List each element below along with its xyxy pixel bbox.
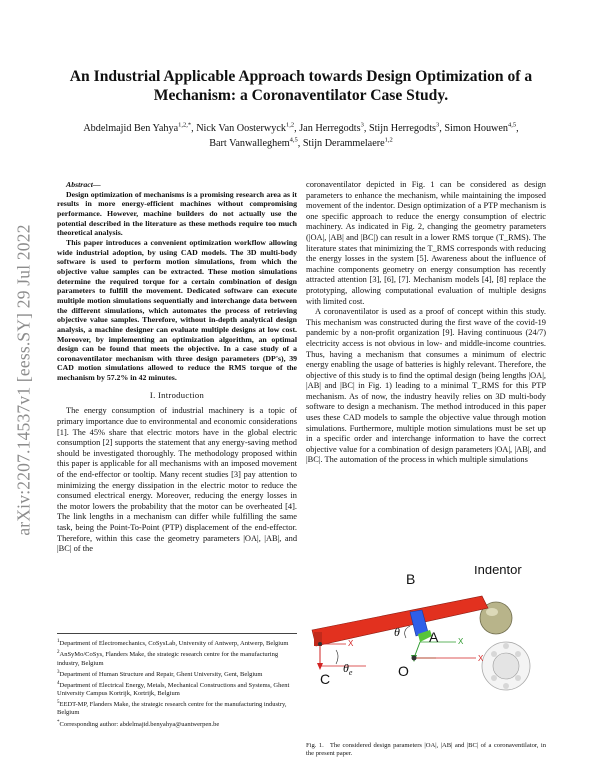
indentor-highlight — [486, 608, 498, 616]
label-x-o2: X — [478, 654, 484, 663]
paper-title: An Industrial Applicable Approach towards Design Optimization of a Mechanism: a Coronaventilator Case Study. — [69, 68, 533, 104]
footnote: *Corresponding author: abdelmajid.benyahya@uantwerpen.be — [57, 719, 220, 728]
mechanism-diagram — [306, 566, 546, 736]
footnotes — [57, 633, 297, 730]
author-name: Bart Vanwalleghem — [209, 138, 290, 149]
body-paragraph: coronaventilator depicted in Fig. 1 can be considered as design parameters to enhance the mechanism, while maintaining the imposed movement of the indentor. Design optimization of a PTP mechanism is one specific approach to reduce the energy consumption of electric machinery. As indicated in Fig. 2, changing the geometry parameters (|OA|, |AB| and |BC|) can result in a lower RMS torque (T_RMS). The literature states that minimizing the T_RMS corresponds with reducing the energy losses in the system [5]. Awareness about the influence of machine components geometry on energy consumption has recently attracted attention [3], [6], [7]. Mechanism models [4], [8] replace the prototyping, allowing computational evaluation of multiple designs with limited cost. — [306, 180, 546, 306]
author-name: Jan Herregodts — [299, 123, 361, 134]
footnote: $^2$AnSyMo/CoSys, Flanders Make, the strategic research centre for the manufacturing industry, Belgium — [57, 650, 279, 667]
label-theta: θ — [394, 625, 400, 639]
arxiv-id: arXiv:2207.14537v1 [eess.SY] 29 Jul 2022 — [13, 224, 34, 536]
right-column — [306, 180, 546, 466]
pulley-hub — [493, 653, 519, 679]
label-x-c: X — [348, 639, 354, 648]
author-name: Stijn Derammelaere — [302, 138, 385, 149]
abstract — [57, 180, 297, 383]
abstract-paragraph: This paper introduces a convenient optimization workflow allowing wide industrial adoption, by using CAD models. The 3D multi-body software is used to perform motion simulations, from which the objective value samples can be extracted. These motion simulations determine the required torque for a certain combination of design parameters to fulfill the movement. Dedicated software can execute multiple motion simulations sequentially and interchange data between the different simulations, which automates the process of retrieving objective value samples. Therefore, without in-depth analytical design analysis, a machine designer can evaluate multiple designs at low cost. Moreover, by implementing an optimization algorithm, an optimal design can be found that meets the objective. In a case study of a coronaventilator mechanism with three design parameters (DP's), 39 CAD motion simulations allowed to reduce the RMS torque of the mechanism by 57.2% in 42 minutes. — [57, 237, 297, 383]
figure-mechanism — [306, 566, 546, 736]
label-o: O — [398, 663, 409, 679]
label-indentor: Indentor — [474, 566, 522, 577]
author-affiliation: 1,2 — [285, 121, 295, 129]
caption-label: Fig. 1. — [306, 742, 324, 749]
label-b: B — [406, 571, 416, 587]
left-column — [57, 180, 297, 555]
label-x-o: X — [458, 637, 464, 646]
figure-caption — [306, 742, 546, 758]
footnote: $^5$EEDT-MP, Flanders Make, the strategic research centre for the manufacturing industry, Belgium — [57, 700, 287, 717]
body-paragraph: A coronaventilator is used as a proof of concept within this study. This mechanism was constructed during the first wave of the covid-19 pandemic by a non-profit organization [9]. Having continuous (24/7) electricity access is not obvious in low- and middle-income countries. Thus, having a mechanism that consumes a minimum of electric energy enabling the usage of batteries is highly relevant. Therefore, the objective of this study is to find the optimal design (being lengths |OA|, |AB| and |BC| in Fig. 1) leading to a minimal T_RMS for this PTP mechanism. As of now, the industry heavily relies on 3D multi-body software to design a mechanism. The method introduced in this paper uses these CAD models to sample the objective value through motion simulations. Furthermore, multiple motion simulations must be set up in a specific order and interchange information to have the correct objective value for a combination of design parameters |OA|, |AB|, and |BC|. The automation of the process in which multiple simulations — [306, 307, 546, 465]
author-affiliation: 1,2 — [384, 136, 393, 144]
footnote: $^3$Department of Human Structure and Repair, Ghent University, Gent, Belgium — [57, 669, 263, 678]
abstract-label: Abstract— — [66, 180, 101, 189]
abstract-paragraph: Design optimization of mechanisms is a promising research area as it results in more energy-efficient machines without compromising performance. However, machine builders do not actually use the potential described in the literature as these methods require too much theoretical analysis. — [57, 189, 297, 238]
section-heading: I. Introduction — [149, 389, 205, 400]
label-c: C — [320, 671, 331, 687]
author-name: Simon Houwen — [444, 123, 509, 134]
arxiv-watermark — [6, 180, 42, 580]
body-paragraph: The energy consumption of industrial machinery is a topic of primary importance due to environmental and economic considerations [1]. The 45% share that electric motors have in the global electric consumption [2] supports the statement that any energy-saving method should be investigated thoroughly. The methodology proposed within this paper is applicable for all mechanisms with an imposed movement of the end-effector or tooltip. Many recent studies [3] pay attention to minimizing the energy dissipation in the electric motor to reduce the consumed electrical energy. Moreover, reducing the energy losses in the motor lowers the probability that the motor can be overheated [4]. The link lengths in a mechanism can differ while fulfilling the same task, being the Point-To-Point (PTP) displacement of the end-effector. Therefore, within this case the geometry parameters |OA|, |AB|, and |BC| of the — [57, 406, 297, 554]
author-affiliation: 4,5 — [508, 121, 517, 129]
author-name: Abdelmajid Ben Yahya — [83, 123, 179, 134]
author-affiliation: 1,2,* — [178, 121, 192, 129]
footnote: $^1$Department of Electromechanics, CoSysLab, University of Antwerp, Antwerp, Belgium — [57, 639, 289, 648]
label-theta-e: $\theta_e$ — [343, 661, 353, 677]
pivot-o — [412, 656, 417, 661]
author-affiliation: 4,5 — [289, 136, 298, 144]
pivot-c — [318, 642, 322, 646]
caption-text: The considered design parameters |OA|, |AB| and |BC| of a coronaventilator, in the present paper. — [306, 742, 546, 758]
author-name: Nick Van Oosterwyck — [196, 123, 286, 134]
author-affiliation: 3 — [436, 121, 440, 129]
author-list: Abdelmajid Ben Yahya$^{1,2,*}$, Nick Van Oosterwyck$^{1,2}$, Jan Herregodts$^3$, Stijn Herregodts$^3$, Simon Houwen$^{4,5}$, Bart Vanwalleghem$^{4,5}$, Stijn Derammelaere$^{1,2}$ — [83, 121, 519, 149]
author-affiliation: 3 — [360, 121, 364, 129]
author-name: Stijn Herregodts — [368, 123, 436, 134]
footnote: $^4$Department of Electrical Energy, Metals, Mechanical Constructions and Systems, Ghent University Campus Kortrijk, Kortrijk, Belgium — [57, 680, 290, 698]
label-a: A — [429, 629, 439, 645]
